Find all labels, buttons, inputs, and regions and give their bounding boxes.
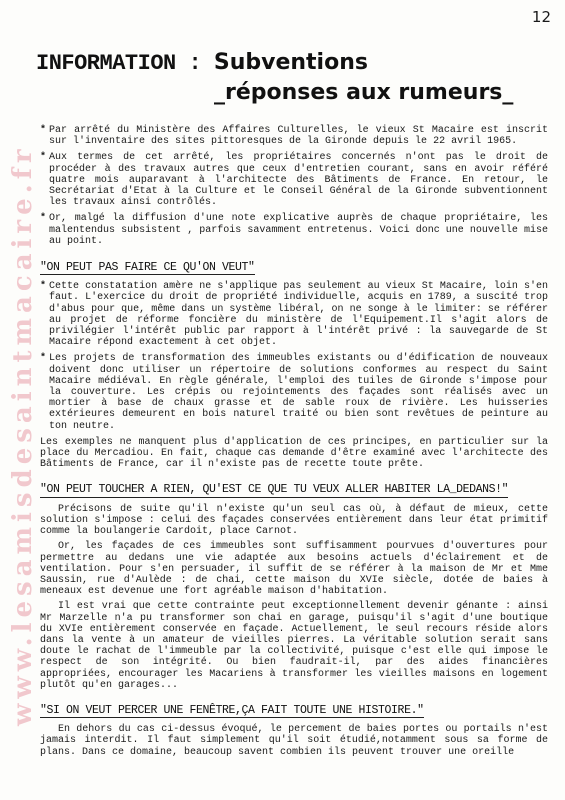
section1-bullet: [40, 281, 548, 348]
section2-paragraph: Il est vrai que cette contrainte peut exceptionnellement devenir génante : ainsi Mr Marzelle n'a pu transformer son chai en garage, puisqu'il s'agit d'une boutique du XVIe entièrement conservée en façade. Actuellement, le seul recours réside alors dans la vente à un amateur de vieilles pierres. La véritable solution serait sans doute le rachat de l'immeuble par la collectivité, puisque c'est elle qui impose le respect de son intégrité. Ou bien faudrait-il, par des aides financières appropriées, encourager les Macariens à transformer les vieilles maisons en logement plutôt qu'en garages...: [40, 601, 548, 691]
section1-bullet: [40, 353, 548, 431]
section-heading-3: "SI ON VEUT PERCER UNE FENÊTRE,ÇA FAIT TOUTE UNE HISTOIRE.": [40, 703, 424, 717]
section1-text: Les projets de transformation des immeubles existants ou d'édification de nouveaux doivent donc utiliser un répertoire de solutions conformes au respect du Saint Macaire médiéval. En règle générale, l'emploi des tuiles de Gironde s'impose pour la couverture. Les crépis ou rejointements des façades sont réalisés avec un mortier à base de chaux grasse et de sable roux de rivière. Les huisseries extérieures demeurent en bois naturel traité ou bien sont revêtues de peinture au ton neutre.: [49, 353, 548, 432]
asterisk-bullet: *: [40, 281, 47, 293]
title-line-2: _réponses aux rumeurs_: [214, 80, 514, 105]
intro-bullet: [40, 152, 548, 208]
asterisk-bullet: *: [40, 353, 47, 365]
section-heading-2: "ON PEUT TOUCHER A RIEN, QU'EST CE QUE TU VEUX ALLER HABITER LA_DEDANS!": [40, 483, 509, 497]
intro-text: Or, malgé la diffusion d'une note explicative auprès de chaque propriétaire, les malentendus subsistent , parfois savamment entretenus. Voici donc une nouvelle mise au point.: [49, 213, 548, 247]
section-heading-1: "ON PEUT PAS FAIRE CE QU'ON VEUT": [40, 261, 255, 275]
asterisk-bullet: *: [40, 125, 47, 136]
asterisk-bullet: *: [40, 152, 47, 164]
document-body: [40, 125, 548, 762]
page-number: 12: [531, 8, 551, 26]
asterisk-bullet: *: [40, 213, 47, 225]
intro-bullet: [40, 213, 548, 247]
intro-bullet: [40, 125, 548, 147]
document-title: [36, 50, 556, 105]
title-main: INFORMATION: [36, 51, 176, 76]
intro-text: Par arrêté du Ministère des Affaires Culturelles, le vieux St Macaire est inscrit sur l'inventaire des sites pittoresques de la Gironde depuis le 22 avril 1965.: [49, 125, 548, 148]
section3-paragraph: En dehors du cas ci-dessus évoqué, le percement de baies portes ou portails n'est jamais interdit. Il faut simplement qu'il soit étudié,notamment sous sa forme de plans. Dans ce domaine, beaucoup savent combien ils peuvent trouver une oreille: [40, 724, 548, 758]
section2-paragraph: Précisons de suite qu'il n'existe qu'un seul cas où, à défaut de mieux, cette solution s'impose : celui des façades conservées entièrement dans leur état primitif comme la boulangerie Cardoit, place Carnot.: [40, 503, 548, 538]
section1-closing: Les exemples ne manquent plus d'application de ces principes, en particulier sur la place du Mercadiou. En fait, chaque cas demande d'être examiné avec l'architecte des Bâtiments de France, car il n'existe pas de recette toute prête.: [40, 436, 548, 471]
section1-text: Cette constatation amère ne s'applique pas seulement au vieux St Macaire, loin s'en faut. L'exercice du droit de propriété individuelle, acquis en 1789, a suscité trop d'abus pour que, même dans un système libéral, on ne songe à le limiter: se référer au projet de réforme foncière du ministère de l'Equipement.Il s'agit alors de privilégier l'intérêt public par rapport à l'intérêt privé : la sauvegarde de St Macaire répond exactement à cet objet.: [49, 281, 548, 349]
title-subject: Subventions: [213, 50, 368, 75]
watermark: www.lesamisdesaintmacaire.fr: [8, 144, 38, 726]
intro-text: Aux termes de cet arrêté, les propriétaires concernés n'ont pas le droit de procéder à des travaux autres que ceux d'entretien courant, sans en avoir référé quatre mois auparavant à l'architecte des Bâtiments de France. En retour, le Secrétariat d'Etat à la Culture et le Conseil Général de la Gironde subventionnent les travaux ainsi contrôlés.: [49, 152, 548, 209]
title-separator: :: [188, 51, 202, 76]
title-line-1: [36, 50, 556, 76]
section2-paragraph: Or, les façades de ces immeubles sont suffisamment pourvues d'ouvertures pour permettre au dedans une vie adaptée aux besoins actuels d'éclairement et de ventilation. Pour s'en persuader, il suffit de se référer à la maison de Mr et Mme Saussin, rue d'Aulède : de chai, cette maison du XVIe siècle, dotée de baies à meneaux est devenue une fort agréable maison d'habitation.: [40, 541, 548, 598]
